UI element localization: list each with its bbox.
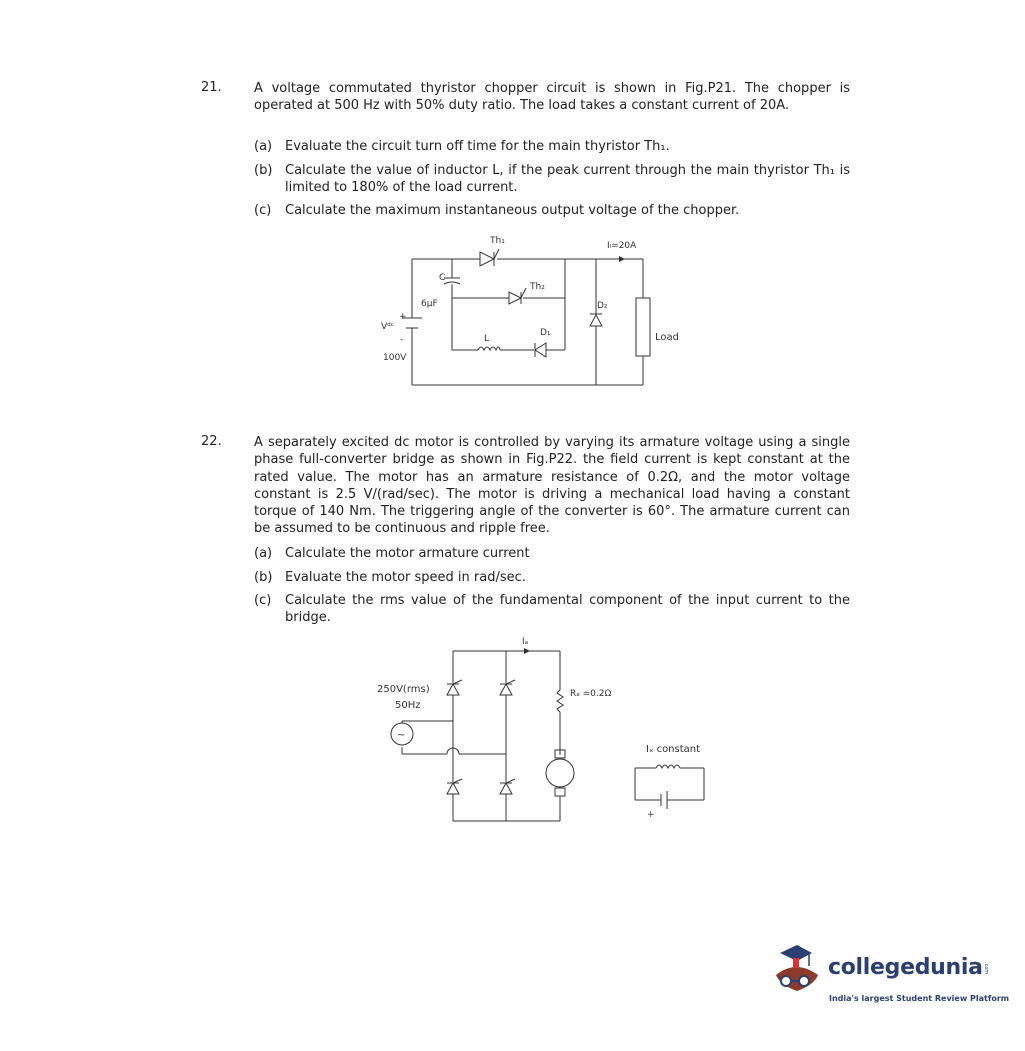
thyristor-t1-icon [447,680,462,695]
diode-d1-icon [535,343,546,357]
load-label: Load [655,332,679,343]
question-text: A separately excited dc motor is controlled by varying its armature voltage using a single phase full-converter bridge as shown in Fig.P22. the field current is kept constant at the rated value. The motor has an armature resistance of 0.2Ω, and the motor voltage constant is 2.5 V/(rad/sec). The motor is driving a mechanical load having a constant torque of 140 Nm. The triggering angle of the converter is 60°. The armature current can be assumed to be continuous and ripple free. [254,435,850,537]
inductor-icon [478,347,500,350]
part-text: Calculate the rms value of the fundamental component of the input current to the bridge. [285,593,850,626]
part-text: Evaluate the motor speed in rad/sec. [285,570,526,585]
thyristor-th2-icon [509,288,526,304]
part-text: Calculate the maximum instantaneous output voltage of the chopper. [285,203,740,218]
part-label: (b) [254,163,273,178]
armature-resistance-label: Rₐ =0.2Ω [570,689,612,699]
thyristor-t3-icon [447,779,462,794]
field-current-label: Iₓ constant [646,744,701,755]
part-label: (b) [254,570,273,585]
part-label: (a) [254,546,273,561]
thyristor-t4-icon [500,779,515,794]
plus-label: + [647,810,655,820]
diode-d2-icon [590,314,602,326]
part-text: Evaluate the circuit turn off time for the main thyristor Th₁. [285,139,670,154]
chopper-circuit-diagram [370,228,690,398]
supply-voltage-label: 100V [383,353,407,363]
collegedunia-logo-icon [768,943,828,1018]
brand-domain: .com [983,962,989,975]
armature-current-label: Iₐ [522,637,529,647]
current-arrow-icon [524,648,530,654]
plus-label: + [399,312,407,322]
part-label: (a) [254,139,273,154]
ac-tilde-label: ~ [397,730,406,741]
th1-label: Th₁ [490,236,505,246]
brand-name: collegedunia [828,955,983,980]
part-label: (c) [254,203,272,218]
th2-label: Th₂ [530,282,545,292]
vdc-label: Vᵈᶜ [381,322,395,332]
part-text: Calculate the value of inductor L, if the peak current through the main thyristor Th₁ is limited to 180% of the load current. [285,163,850,196]
question-number: 21. [201,80,222,95]
part-label: (c) [254,593,272,608]
minus-label: - [400,335,404,345]
part-text: Calculate the motor armature current [285,546,530,561]
question-text: A voltage commutated thyristor chopper circuit is shown in Fig.P21. The chopper is operated at 500 Hz with 50% duty ratio. The load takes a constant current of 20A. [254,81,850,114]
d2-label: D₂ [597,301,608,311]
source-voltage-label: 250V(rms) [377,684,430,695]
capacitance-label: 6μF [421,299,438,309]
converter-bridge-diagram [370,630,720,830]
capacitor-label: C [439,273,446,283]
source-frequency-label: 50Hz [395,700,421,711]
d1-label: D₁ [540,328,551,338]
thyristor-th1-icon [480,249,499,266]
inductor-label: L [484,334,490,344]
thyristor-t2-icon [500,680,515,695]
current-arrow-icon [619,256,625,262]
brand-tagline: India's largest Student Review Platform [829,994,1010,1003]
load-current-label: Iₗ=20A [607,241,637,251]
question-number: 22. [201,434,222,449]
